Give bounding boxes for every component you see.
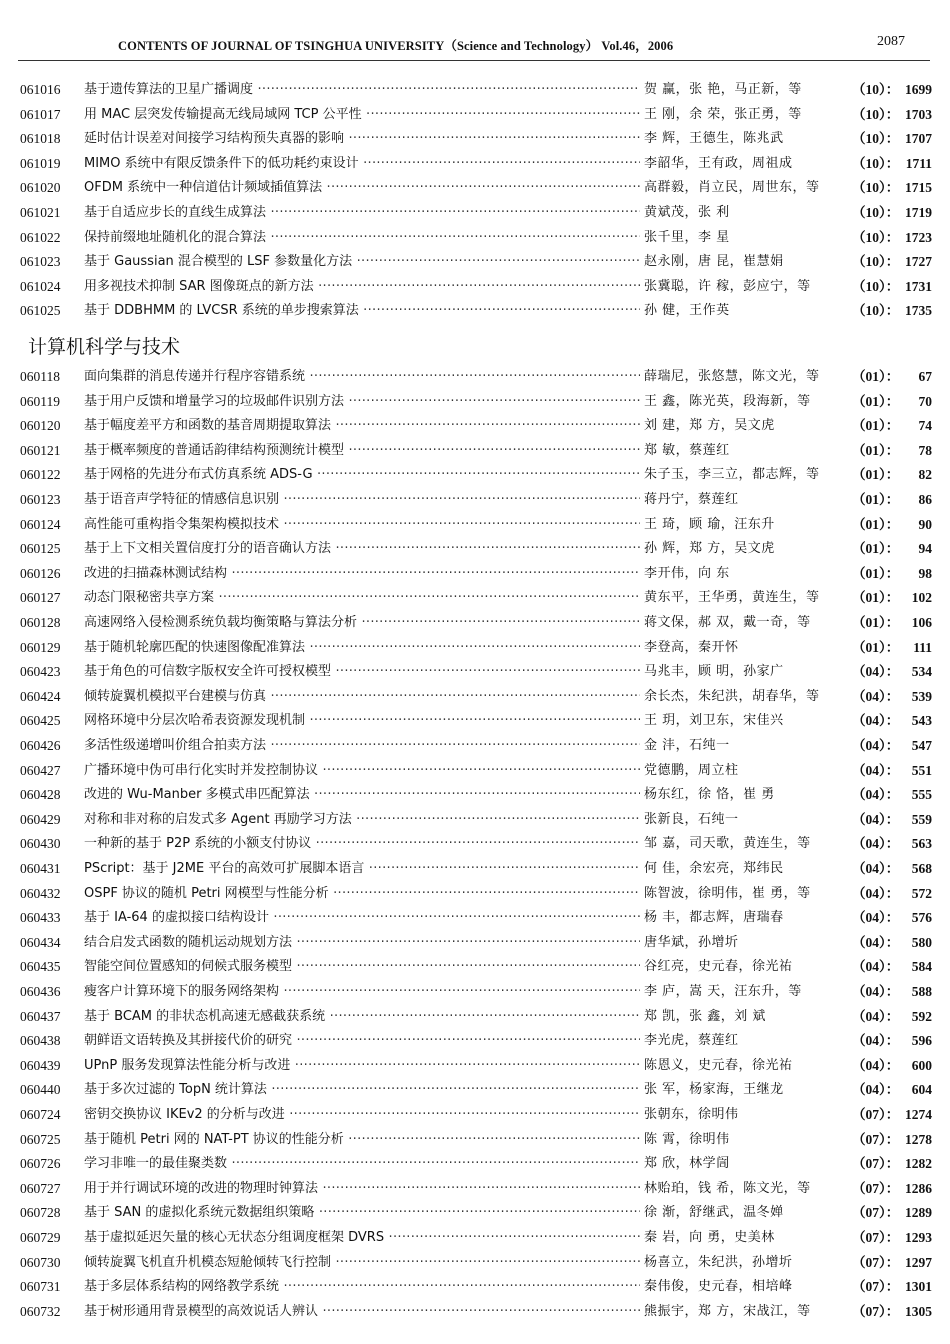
entry-pages: 70 bbox=[918, 393, 932, 409]
entry-title: 基于上下文相关置信度打分的语音确认方法 ····· bbox=[84, 537, 640, 561]
contents-entry bbox=[0, 390, 950, 414]
contents-entry bbox=[0, 1054, 950, 1078]
entry-title: 网格环境中分层次哈希表资源发现机制 ····· bbox=[84, 709, 640, 733]
contents-entry bbox=[0, 955, 950, 979]
entry-pages: 1301 bbox=[905, 1279, 932, 1295]
contents-entry bbox=[0, 562, 950, 586]
entry-issue: （04）： bbox=[852, 1033, 900, 1049]
contents-entry bbox=[0, 832, 950, 856]
entry-issue: （01）： bbox=[852, 615, 900, 630]
entry-title: 面向集群的消息传递并行程序容错系统 ····· bbox=[84, 365, 640, 389]
entry-authors: 李开伟，向 东 bbox=[644, 565, 730, 581]
entry-title: 学习非唯一的最佳聚类数 ····· bbox=[84, 1152, 640, 1176]
entry-authors: 林贻珀，钱 希，陈文光，等 bbox=[644, 1180, 811, 1196]
entry-issue: （04）： bbox=[852, 713, 900, 729]
entry-code: 060440 bbox=[20, 1082, 61, 1098]
entry-issue: （10）： bbox=[852, 205, 900, 220]
entry-pages: 1297 bbox=[905, 1254, 932, 1270]
entry-pages: 600 bbox=[911, 1057, 932, 1073]
entry-code: 060434 bbox=[20, 934, 61, 950]
entry-pages: 86 bbox=[918, 492, 932, 507]
entry-code: 060438 bbox=[20, 1033, 61, 1049]
entry-code: 060123 bbox=[20, 492, 61, 507]
contents-entry bbox=[0, 980, 950, 1004]
entry-authors: 黄斌茂，张 利 bbox=[644, 205, 730, 220]
entry-title: 对称和非对称的启发式多 Agent 再励学习方法 ····· bbox=[84, 808, 640, 832]
entry-pages: 539 bbox=[911, 688, 932, 704]
page-number: 2087 bbox=[877, 34, 905, 49]
entry-authors: 李韶华，王有政，周祖成 bbox=[644, 155, 793, 171]
entry-issue: （04）： bbox=[852, 762, 900, 778]
contents-entry bbox=[0, 1078, 950, 1102]
entry-issue: （01）： bbox=[852, 639, 900, 655]
entry-title: 一种新的基于 P2P 系统的小额支付协议 ····· bbox=[84, 832, 640, 856]
entry-title: 高性能可重构指令集架构模拟技术 ····· bbox=[84, 513, 640, 537]
entry-code: 060435 bbox=[20, 959, 61, 975]
entry-issue: （10）： bbox=[852, 180, 900, 196]
entry-title: 基于 BCAM 的非状态机高速无感截获系统 ····· bbox=[84, 1005, 640, 1029]
entry-code: 060432 bbox=[20, 885, 61, 901]
entry-title: 基于 IA-64 的虚拟接口结构设计 ····· bbox=[84, 906, 640, 930]
contents-entry bbox=[0, 734, 950, 758]
entry-pages: 1274 bbox=[905, 1107, 932, 1122]
entry-authors: 孙 辉，郑 方，吴文虎 bbox=[644, 541, 775, 557]
entry-title: 动态门限秘密共享方案 ····· bbox=[84, 586, 640, 610]
contents-entry bbox=[0, 709, 950, 733]
entry-authors: 金 沣，石纯一 bbox=[644, 738, 730, 753]
entry-authors: 唐华斌，孙增圻 bbox=[644, 934, 739, 950]
running-title: CONTENTS OF JOURNAL OF TSINGHUA UNIVERSITY（Science and Technology） Vol.46，2006 bbox=[118, 39, 674, 53]
entry-title: 基于语音声学特征的情感信息识别 ····· bbox=[84, 488, 640, 512]
contents-entry bbox=[0, 414, 950, 438]
entry-pages: 559 bbox=[911, 811, 932, 827]
contents-entry bbox=[0, 783, 950, 807]
entry-issue: （04）： bbox=[852, 811, 900, 827]
contents-entry bbox=[0, 299, 950, 323]
entry-code: 060126 bbox=[20, 565, 61, 581]
entry-authors: 张千里，李 星 bbox=[644, 229, 730, 245]
entry-pages: 572 bbox=[911, 885, 932, 901]
entry-title: 基于多次过滤的 TopN 统计算法 ····· bbox=[84, 1078, 640, 1102]
entry-title: 基于网格的先进分布式仿真系统 ADS-G ····· bbox=[84, 463, 640, 487]
entry-authors: 李光虎，蔡莲红 bbox=[644, 1033, 739, 1049]
entry-title: 基于概率频度的普通话韵律结构预测统计模型 ····· bbox=[84, 439, 640, 463]
entry-code: 060127 bbox=[20, 590, 61, 606]
entry-title: 基于幅度差平方和函数的基音周期提取算法 ····· bbox=[84, 414, 640, 438]
entry-title: 基于角色的可信数字版权安全许可授权模型 ····· bbox=[84, 660, 640, 684]
contents-entry bbox=[0, 201, 950, 225]
entry-issue: （01）： bbox=[852, 418, 900, 434]
contents-entry bbox=[0, 931, 950, 955]
entry-authors: 贺 赢，张 艳，马正新，等 bbox=[644, 82, 802, 97]
contents-entry bbox=[0, 365, 950, 389]
entry-authors: 陈智波，徐明伟，崔 勇，等 bbox=[644, 885, 811, 901]
contents-entry bbox=[0, 275, 950, 299]
entry-title: 基于 Gaussian 混合模型的 LSF 参数量化方法 ····· bbox=[84, 250, 640, 274]
entry-authors: 朱子玉，李三立，都志辉，等 bbox=[644, 467, 820, 483]
entry-issue: （10）： bbox=[852, 303, 900, 319]
entry-pages: 592 bbox=[911, 1008, 932, 1024]
entry-pages: 555 bbox=[911, 787, 932, 803]
entry-pages: 106 bbox=[911, 615, 932, 630]
entry-issue: （10）： bbox=[852, 131, 900, 147]
entry-title: 智能空间位置感知的伺候式服务模型 ····· bbox=[84, 955, 640, 979]
entry-code: 060120 bbox=[20, 418, 61, 434]
entry-authors: 李 辉，王德生，陈兆武 bbox=[644, 131, 784, 147]
contents-entry bbox=[0, 685, 950, 709]
entry-code: 060436 bbox=[20, 984, 61, 999]
entry-pages: 1282 bbox=[905, 1156, 932, 1172]
entry-authors: 王 鑫，陈光英，段海新，等 bbox=[644, 393, 811, 409]
entry-pages: 1699 bbox=[905, 82, 932, 97]
entry-code: 061025 bbox=[20, 303, 61, 319]
contents-entry bbox=[0, 1226, 950, 1250]
contents-entry bbox=[0, 78, 950, 102]
entry-issue: （07）： bbox=[852, 1156, 900, 1172]
contents-entry bbox=[0, 152, 950, 176]
contents-entry bbox=[0, 226, 950, 250]
entry-title: OSPF 协议的随机 Petri 网模型与性能分析 ····· bbox=[84, 882, 640, 906]
entry-code: 060728 bbox=[20, 1205, 61, 1221]
entry-issue: （01）： bbox=[852, 442, 900, 458]
contents-entry bbox=[0, 439, 950, 463]
entry-authors: 王 刚，余 荣，张正勇，等 bbox=[644, 106, 802, 122]
entry-issue: （07）： bbox=[852, 1279, 900, 1295]
entry-title: 倾转旋翼飞机直升机模态短舱倾转飞行控制 ····· bbox=[84, 1251, 640, 1275]
contents-entry bbox=[0, 127, 950, 151]
entry-code: 061020 bbox=[20, 180, 61, 196]
entry-code: 061024 bbox=[20, 278, 61, 294]
entry-code: 060119 bbox=[20, 393, 60, 409]
contents-entry bbox=[0, 1251, 950, 1275]
entry-authors: 李 庐，嵩 天，汪东升，等 bbox=[644, 984, 802, 999]
entry-code: 060724 bbox=[20, 1107, 61, 1122]
entry-title: 基于遗传算法的卫星广播调度 ····· bbox=[84, 78, 640, 102]
entry-code: 060725 bbox=[20, 1131, 61, 1147]
entry-authors: 赵永刚，唐 昆，崔慧娟 bbox=[644, 254, 784, 270]
entry-code: 061017 bbox=[20, 106, 61, 122]
entry-code: 060437 bbox=[20, 1008, 61, 1024]
entry-code: 061021 bbox=[20, 205, 61, 220]
entry-pages: 90 bbox=[918, 516, 932, 532]
entry-title: 基于树形通用背景模型的高效说话人辨认 ····· bbox=[84, 1300, 640, 1324]
entry-code: 060431 bbox=[20, 861, 61, 876]
entry-pages: 1727 bbox=[905, 254, 932, 270]
contents-entry bbox=[0, 1152, 950, 1176]
entry-authors: 杨 丰，都志辉，唐瑞春 bbox=[644, 910, 784, 926]
entry-pages: 534 bbox=[911, 664, 932, 680]
entry-code: 061019 bbox=[20, 155, 61, 171]
entry-title: 结合启发式函数的随机运动规划方法 ····· bbox=[84, 931, 640, 955]
entry-code: 060439 bbox=[20, 1057, 61, 1073]
entry-issue: （10）： bbox=[852, 254, 900, 270]
contents-entry bbox=[0, 1201, 950, 1225]
entry-authors: 余长杰，朱纪洪，胡春华，等 bbox=[644, 688, 820, 704]
entry-issue: （10）： bbox=[852, 229, 900, 245]
entry-pages: 551 bbox=[911, 762, 932, 778]
entry-authors: 王 玥，刘卫东，宋佳兴 bbox=[644, 713, 784, 729]
entry-title: 用多视技术抑制 SAR 图像斑点的新方法 ····· bbox=[84, 275, 640, 299]
entry-title: 改进的 Wu-Manber 多模式串匹配算法 ····· bbox=[84, 783, 640, 807]
entry-pages: 596 bbox=[911, 1033, 932, 1049]
entry-code: 060729 bbox=[20, 1230, 61, 1245]
entry-title: 基于用户反馈和增量学习的垃圾邮件识别方法 ····· bbox=[84, 390, 640, 414]
contents-entry bbox=[0, 586, 950, 610]
entry-code: 060731 bbox=[20, 1279, 61, 1295]
entry-title: 保持前缀地址随机化的混合算法 ····· bbox=[84, 226, 640, 250]
entry-issue: （04）： bbox=[852, 910, 900, 926]
page-header bbox=[0, 32, 950, 56]
header-rule bbox=[18, 60, 930, 61]
entry-issue: （01）： bbox=[852, 492, 900, 507]
entry-pages: 98 bbox=[918, 565, 932, 581]
entry-issue: （07）： bbox=[852, 1205, 900, 1221]
contents-entry bbox=[0, 1177, 950, 1201]
entry-code: 060425 bbox=[20, 713, 61, 729]
entry-pages: 1293 bbox=[905, 1230, 932, 1245]
entry-authors: 孙 健，王作英 bbox=[644, 303, 730, 319]
entry-issue: （07）： bbox=[852, 1303, 900, 1319]
entry-code: 060124 bbox=[20, 516, 61, 532]
entry-authors: 徐 渐，舒继武，温冬婵 bbox=[644, 1205, 784, 1221]
entry-title: PScript：基于 J2ME 平台的高效可扩展脚本语言 ····· bbox=[84, 857, 640, 881]
entry-pages: 1711 bbox=[905, 155, 932, 171]
contents-entry bbox=[0, 103, 950, 127]
entry-pages: 1278 bbox=[905, 1131, 932, 1147]
entry-pages: 1289 bbox=[905, 1205, 932, 1221]
contents-entry bbox=[0, 463, 950, 487]
entry-authors: 邹 嘉，司天歌，黄连生，等 bbox=[644, 836, 811, 852]
entry-title: 基于 SAN 的虚拟化系统元数据组织策略 ····· bbox=[84, 1201, 640, 1225]
entry-issue: （04）： bbox=[852, 934, 900, 950]
entry-code: 060424 bbox=[20, 688, 61, 704]
entry-code: 061016 bbox=[20, 82, 61, 97]
entry-authors: 杨东红，徐 恪，崔 勇 bbox=[644, 787, 775, 803]
contents-entry bbox=[0, 611, 950, 635]
entry-pages: 1715 bbox=[905, 180, 932, 196]
entry-code: 060727 bbox=[20, 1180, 61, 1196]
entry-pages: 102 bbox=[911, 590, 932, 606]
entry-code: 060125 bbox=[20, 541, 61, 557]
entry-code: 060730 bbox=[20, 1254, 61, 1270]
contents-entry bbox=[0, 1103, 950, 1127]
entry-issue: （04）： bbox=[852, 885, 900, 901]
entry-authors: 秦伟俊，史元春，相培峰 bbox=[644, 1279, 793, 1295]
entry-title: 基于随机 Petri 网的 NAT-PT 协议的性能分析 ····· bbox=[84, 1128, 640, 1152]
entry-issue: （01）： bbox=[852, 541, 900, 557]
entry-issue: （07）： bbox=[852, 1131, 900, 1147]
contents-entry bbox=[0, 488, 950, 512]
entry-issue: （04）： bbox=[852, 787, 900, 803]
entry-issue: （07）： bbox=[852, 1254, 900, 1270]
contents-entry bbox=[0, 1275, 950, 1299]
entry-authors: 郑 凯，张 鑫，刘 斌 bbox=[644, 1008, 766, 1024]
entry-pages: 1731 bbox=[905, 278, 932, 294]
entry-code: 060429 bbox=[20, 811, 61, 827]
entry-authors: 张新良，石纯一 bbox=[644, 811, 739, 827]
entry-pages: 1286 bbox=[905, 1180, 932, 1196]
entry-code: 060430 bbox=[20, 836, 61, 852]
entry-code: 060427 bbox=[20, 762, 61, 778]
entry-pages: 1707 bbox=[905, 131, 932, 147]
entry-pages: 563 bbox=[911, 836, 932, 852]
entry-issue: （04）： bbox=[852, 1082, 900, 1098]
entry-title: 用 MAC 层突发传输提高无线局域网 TCP 公平性 ····· bbox=[84, 103, 640, 127]
entry-code: 060121 bbox=[20, 442, 61, 458]
entry-title: OFDM 系统中一种信道估计频域插值算法 ····· bbox=[84, 176, 640, 200]
entry-issue: （07）： bbox=[852, 1180, 900, 1196]
entry-pages: 547 bbox=[911, 738, 932, 753]
entry-authors: 高群毅，肖立民，周世东，等 bbox=[644, 180, 820, 196]
entry-issue: （04）： bbox=[852, 861, 900, 876]
entry-pages: 576 bbox=[911, 910, 932, 926]
entry-authors: 秦 岩，向 勇，史美林 bbox=[644, 1230, 775, 1245]
entry-pages: 580 bbox=[911, 934, 932, 950]
entry-title: 改进的扫描森林测试结构 ····· bbox=[84, 562, 640, 586]
entry-title: 密钥交换协议 IKEv2 的分析与改进 ····· bbox=[84, 1103, 640, 1127]
entry-issue: （04）： bbox=[852, 836, 900, 852]
entry-authors: 杨喜立，朱纪洪，孙增圻 bbox=[644, 1254, 793, 1270]
entry-title: 延时估计误差对间接学习结构预失真器的影响 ····· bbox=[84, 127, 640, 151]
entry-issue: （07）： bbox=[852, 1230, 900, 1245]
contents-entry bbox=[0, 1300, 950, 1324]
entry-code: 061023 bbox=[20, 254, 61, 270]
contents-entry bbox=[0, 636, 950, 660]
entry-authors: 黄东平，王华勇，黄连生，等 bbox=[644, 590, 820, 606]
entry-issue: （10）： bbox=[852, 106, 900, 122]
entry-title: 用于并行调试环境的改进的物理时钟算法 ····· bbox=[84, 1177, 640, 1201]
entry-title: 高速网络入侵检测系统负载均衡策略与算法分析 ····· bbox=[84, 611, 640, 635]
entry-code: 061022 bbox=[20, 229, 61, 245]
entry-authors: 何 佳，余宏亮，郑纬民 bbox=[644, 861, 784, 876]
entry-pages: 78 bbox=[918, 442, 932, 458]
entry-code: 060423 bbox=[20, 664, 61, 680]
entry-code: 060118 bbox=[20, 369, 60, 384]
entry-issue: （04）： bbox=[852, 664, 900, 680]
entry-code: 060128 bbox=[20, 615, 61, 630]
entry-pages: 94 bbox=[918, 541, 932, 557]
contents-entry bbox=[0, 176, 950, 200]
entry-authors: 蒋丹宁，蔡莲红 bbox=[644, 492, 739, 507]
entry-pages: 604 bbox=[911, 1082, 932, 1098]
contents-entry bbox=[0, 513, 950, 537]
contents-entry bbox=[0, 857, 950, 881]
entry-code: 060433 bbox=[20, 910, 61, 926]
entry-title: 基于 DDBHMM 的 LVCSR 系统的单步搜索算法 ····· bbox=[84, 299, 640, 323]
entry-issue: （04）： bbox=[852, 1057, 900, 1073]
entry-code: 060129 bbox=[20, 639, 61, 655]
entry-authors: 郑 欣，林学訚 bbox=[644, 1156, 730, 1172]
contents-entry bbox=[0, 1005, 950, 1029]
entry-authors: 陈 霄，徐明伟 bbox=[644, 1131, 730, 1147]
entry-title: 倾转旋翼机模拟平台建模与仿真 ····· bbox=[84, 685, 640, 709]
entry-issue: （01）： bbox=[852, 590, 900, 606]
entry-title: UPnP 服务发现算法性能分析与改进 ····· bbox=[84, 1054, 640, 1078]
entry-issue: （04）： bbox=[852, 984, 900, 999]
entry-code: 060726 bbox=[20, 1156, 61, 1172]
contents-entry bbox=[0, 1029, 950, 1053]
entry-pages: 568 bbox=[911, 861, 932, 876]
entry-authors: 张朝东，徐明伟 bbox=[644, 1107, 739, 1122]
entry-issue: （01）： bbox=[852, 516, 900, 532]
entry-authors: 郑 敏，蔡莲红 bbox=[644, 442, 730, 458]
contents-entry bbox=[0, 759, 950, 783]
entry-issue: （10）： bbox=[852, 278, 900, 294]
entry-pages: 588 bbox=[911, 984, 932, 999]
entry-title: 基于虚拟延迟矢量的核心无状态分组调度框架 DVRS ····· bbox=[84, 1226, 640, 1250]
entry-issue: （04）： bbox=[852, 738, 900, 753]
entry-pages: 74 bbox=[918, 418, 932, 434]
entry-issue: （01）： bbox=[852, 369, 900, 384]
entry-pages: 1723 bbox=[905, 229, 932, 245]
entry-authors: 薛瑞尼，张悠慧，陈文光，等 bbox=[644, 369, 820, 384]
entry-authors: 陈恩义，史元春，徐光祐 bbox=[644, 1057, 793, 1073]
entry-issue: （04）： bbox=[852, 959, 900, 975]
entry-authors: 马兆丰，顾 明，孙家广 bbox=[644, 664, 784, 680]
contents-entry bbox=[0, 882, 950, 906]
entry-pages: 111 bbox=[913, 639, 932, 655]
contents-entry bbox=[0, 250, 950, 274]
entry-authors: 蒋文保，郝 双，戴一奇，等 bbox=[644, 615, 811, 630]
entry-pages: 543 bbox=[911, 713, 932, 729]
entry-issue: （01）： bbox=[852, 467, 900, 483]
entry-pages: 82 bbox=[918, 467, 932, 483]
contents-entry bbox=[0, 1128, 950, 1152]
contents-entry bbox=[0, 808, 950, 832]
entry-authors: 李登高，秦开怀 bbox=[644, 639, 739, 655]
entry-pages: 1719 bbox=[905, 205, 932, 220]
entry-code: 060122 bbox=[20, 467, 61, 483]
entry-title: 朝鲜语文语转换及其拼接代价的研究 ····· bbox=[84, 1029, 640, 1053]
entry-authors: 张 军，杨家海，王继龙 bbox=[644, 1082, 784, 1098]
entry-pages: 1703 bbox=[905, 106, 932, 122]
entry-code: 060426 bbox=[20, 738, 61, 753]
entry-pages: 67 bbox=[918, 369, 932, 384]
entry-issue: （10）： bbox=[852, 155, 900, 171]
entry-issue: （04）： bbox=[852, 688, 900, 704]
entry-code: 060428 bbox=[20, 787, 61, 803]
entry-issue: （01）： bbox=[852, 565, 900, 581]
entry-authors: 谷红亮，史元春，徐光祐 bbox=[644, 959, 793, 975]
entry-issue: （10）： bbox=[852, 82, 900, 97]
entry-title: 多活性级递增叫价组合拍卖方法 ····· bbox=[84, 734, 640, 758]
entry-authors: 张冀聪，许 稼，彭应宁，等 bbox=[644, 278, 811, 294]
entry-title: 基于多层体系结构的网络教学系统 ····· bbox=[84, 1275, 640, 1299]
contents-entry bbox=[0, 906, 950, 930]
entry-title: 基于自适应步长的直线生成算法 ····· bbox=[84, 201, 640, 225]
entry-issue: （04）： bbox=[852, 1008, 900, 1024]
entry-pages: 1305 bbox=[905, 1303, 932, 1319]
contents-entry bbox=[0, 660, 950, 684]
entry-code: 060732 bbox=[20, 1303, 61, 1319]
entry-title: 瘦客户计算环境下的服务网络架构 ····· bbox=[84, 980, 640, 1004]
entry-pages: 1735 bbox=[905, 303, 932, 319]
entry-pages: 584 bbox=[911, 959, 932, 975]
entry-authors: 刘 建，郑 方，吴文虎 bbox=[644, 418, 775, 434]
entry-title: 基于随机轮廓匹配的快速图像配准算法 ····· bbox=[84, 636, 640, 660]
entry-issue: （01）： bbox=[852, 393, 900, 409]
entry-title: MIMO 系统中有限反馈条件下的低功耗约束设计 ····· bbox=[84, 152, 640, 176]
contents-entry bbox=[0, 537, 950, 561]
section-heading: 计算机科学与技术 bbox=[28, 336, 181, 358]
entry-issue: （07）： bbox=[852, 1107, 900, 1122]
entry-authors: 熊振宇，郑 方，宋战江，等 bbox=[644, 1303, 811, 1319]
entry-code: 061018 bbox=[20, 131, 61, 147]
entry-title: 广播环境中伪可串行化实时并发控制协议 ····· bbox=[84, 759, 640, 783]
entry-authors: 党德鹏，周立柱 bbox=[644, 762, 739, 778]
entry-authors: 王 琦，顾 瑜，汪东升 bbox=[644, 516, 775, 532]
